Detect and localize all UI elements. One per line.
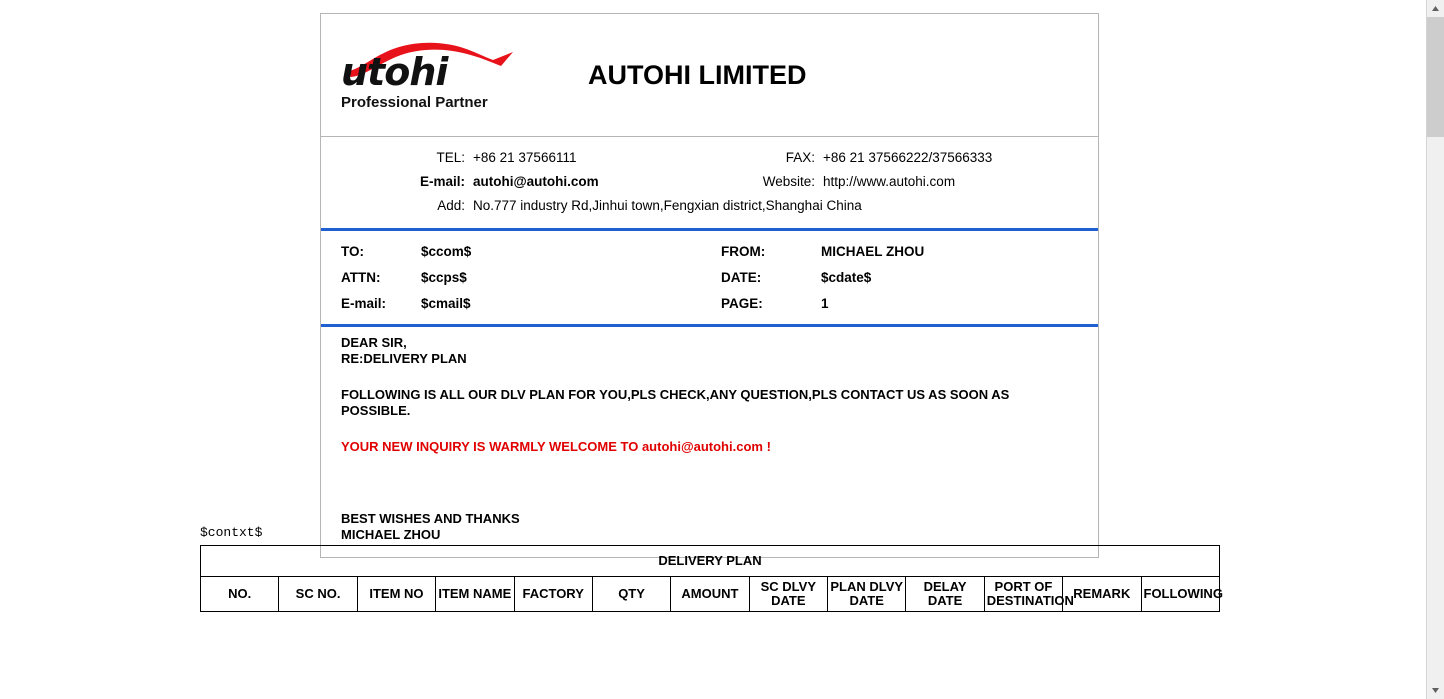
date-label: DATE: xyxy=(721,270,762,285)
scroll-up-button[interactable] xyxy=(1427,0,1444,17)
page-value: 1 xyxy=(821,296,829,311)
col-item-no: ITEM NO xyxy=(357,577,435,612)
recipient-block xyxy=(321,231,1098,327)
scrollbar-thumb[interactable] xyxy=(1427,17,1444,137)
address-label: Add: xyxy=(437,198,465,213)
col-plan-dlvy-date: PLAN DLVY DATE xyxy=(828,577,906,612)
col-port-of-destination: PORT OF DESTINATION xyxy=(984,577,1062,612)
date-value: $cdate$ xyxy=(821,270,872,285)
col-item-name: ITEM NAME xyxy=(436,577,514,612)
logo-cell xyxy=(321,36,568,114)
address-value: No.777 industry Rd,Jinhui town,Fengxian district,Shanghai China xyxy=(473,198,862,213)
letterhead xyxy=(321,14,1098,137)
email-value: autohi@autohi.com xyxy=(473,174,599,189)
contact-row-tel xyxy=(321,146,1098,170)
delivery-plan-title: DELIVERY PLAN xyxy=(201,546,1220,577)
attn-label: ATTN: xyxy=(341,270,381,285)
col-following: FOLLOWING xyxy=(1141,577,1220,612)
to-label: TO: xyxy=(341,244,364,259)
chevron-up-icon xyxy=(1431,5,1440,12)
fax-value: +86 21 37566222/37566333 xyxy=(823,150,993,165)
vertical-scrollbar[interactable] xyxy=(1426,0,1444,699)
col-sc-no: SC NO. xyxy=(279,577,357,612)
website-label: Website: xyxy=(762,174,815,189)
page-label: PAGE: xyxy=(721,296,763,311)
from-value: MICHAEL ZHOU xyxy=(821,244,925,259)
to-value: $ccom$ xyxy=(421,244,472,259)
col-delay-date: DELAY DATE xyxy=(906,577,984,612)
col-sc-dlvy-date: SC DLVY DATE xyxy=(749,577,827,612)
letter-highlight: YOUR NEW INQUIRY IS WARMLY WELCOME TO autohi@autohi.com ! xyxy=(341,439,771,454)
letter-signature: MICHAEL ZHOU xyxy=(341,527,441,542)
meta-email-label: E-mail: xyxy=(341,296,387,311)
website-value[interactable]: http://www.autohi.com xyxy=(823,174,956,189)
meta-row-email xyxy=(321,291,1098,317)
meta-email-value: $cmail$ xyxy=(421,296,471,311)
letter-salutation: DEAR SIR, xyxy=(341,335,407,350)
letter-body xyxy=(321,327,1098,557)
email-label: E-mail: xyxy=(419,174,465,189)
letter-sheet xyxy=(320,13,1099,558)
attn-value: $ccps$ xyxy=(421,270,467,285)
delivery-plan-table xyxy=(200,545,1223,612)
col-no: NO. xyxy=(201,577,279,612)
scroll-down-button[interactable] xyxy=(1427,682,1444,699)
delivery-plan-header-row xyxy=(201,577,1220,612)
contact-row-address xyxy=(321,194,1098,218)
col-remark: REMARK xyxy=(1063,577,1141,612)
context-token: $contxt$ xyxy=(200,525,263,540)
meta-row-attn xyxy=(321,265,1098,291)
contact-block xyxy=(321,137,1098,231)
from-label: FROM: xyxy=(721,244,766,259)
logo-tagline: Professional Partner xyxy=(341,94,488,111)
col-factory: FACTORY xyxy=(514,577,592,612)
logo-wordmark: utohi xyxy=(341,50,448,94)
col-qty: QTY xyxy=(592,577,670,612)
company-name: AUTOHI LIMITED xyxy=(588,59,807,90)
tel-label: TEL: xyxy=(436,150,465,165)
contact-row-email xyxy=(321,170,1098,194)
tel-value: +86 21 37566111 xyxy=(473,150,577,165)
letter-paragraph: FOLLOWING IS ALL OUR DLV PLAN FOR YOU,PLS CHECK,ANY QUESTION,PLS CONTACT US AS SOON AS POSSIBLE. xyxy=(341,387,1010,418)
col-amount: AMOUNT xyxy=(671,577,749,612)
chevron-down-icon xyxy=(1431,687,1440,694)
letter-closing: BEST WISHES AND THANKS xyxy=(341,511,520,526)
autohi-logo xyxy=(341,36,521,114)
letter-subject: RE:DELIVERY PLAN xyxy=(341,351,467,366)
meta-row-to xyxy=(321,239,1098,265)
fax-label: FAX: xyxy=(785,150,815,165)
